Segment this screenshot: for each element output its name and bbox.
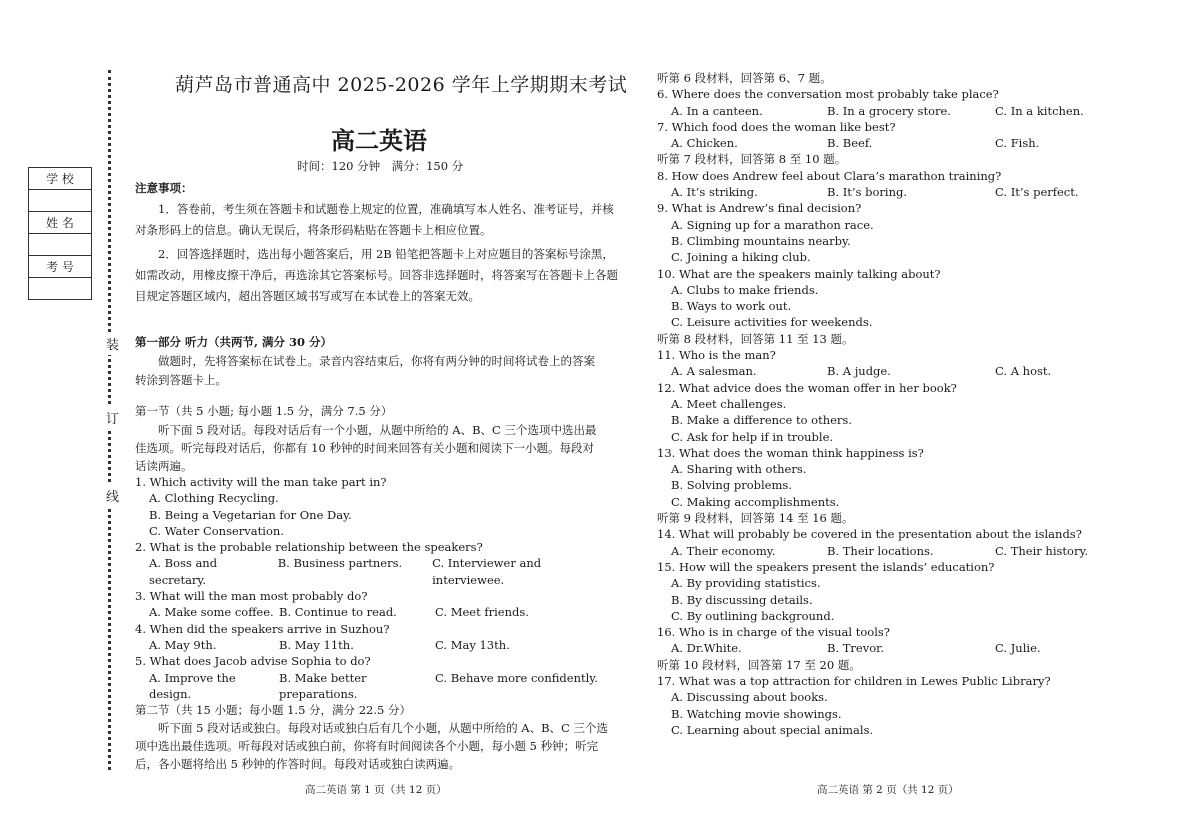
material-7-heading: 听第 7 段材料，回答第 8 至 10 题。: [657, 152, 847, 167]
q13-option-c: C. Making accomplishments.: [671, 494, 840, 509]
q3-options: [135, 604, 615, 620]
q8-option-c: C. It’s perfect.: [995, 185, 1079, 200]
q13-option-b: B. Solving problems.: [671, 478, 792, 493]
q3-option-a: A. Make some coffee.: [149, 605, 274, 620]
question-6: 6. Where does the conversation most probably take place?: [657, 87, 999, 102]
q8-option-b: B. It’s boring.: [827, 185, 908, 200]
q9-option-a: A. Signing up for a marathon race.: [671, 217, 874, 232]
q14-option-a: A. Their economy.: [671, 543, 776, 558]
question-15: 15. How will the speakers present the islands’ education?: [657, 559, 995, 574]
material-9-heading: 听第 9 段材料，回答第 14 至 16 题。: [657, 511, 854, 526]
material-6-heading: 听第 6 段材料，回答第 6、7 题。: [657, 71, 832, 85]
binding-char-zhuang: 装: [106, 332, 119, 355]
exam-number-label: 考 号: [29, 256, 92, 278]
material-10-heading: 听第 10 段材料，回答第 17 至 20 题。: [657, 657, 861, 672]
part1-title: 第一部分 听力（共两节, 满分 30 分）: [135, 335, 333, 349]
question-10: 10. What are the speakers mainly talking about?: [657, 266, 941, 281]
q13-option-a: A. Sharing with others.: [671, 462, 807, 477]
material-8-heading: 听第 8 段材料，回答第 11 至 13 题。: [657, 331, 854, 346]
q14-options: [657, 543, 1157, 559]
question-1: 1. Which activity will the man take part in?: [135, 475, 387, 489]
question-16: 16. Who is in charge of the visual tools?: [657, 625, 890, 640]
q17-option-a: A. Discussing about books.: [671, 690, 828, 705]
name-field[interactable]: [29, 234, 92, 256]
section2-title: 第二节（共 15 小题；每小题 1.5 分，满分 22.5 分）: [135, 703, 411, 718]
q8-options: [657, 184, 1157, 200]
section1-block: [135, 403, 605, 475]
section2-desc: 听下面 5 段对话或独白。每段对话或独白后有几个小题，从题中所给的 A、B、C 三个选项中选出最佳选项。听每段对话或独白前，你将有时间阅读各个小题，每小题 5 秒钟；听完后，各小题将给出 5 秒钟的作答时间。每段对话或独白读两遍。: [135, 721, 608, 772]
q11-option-b: B. A judge.: [827, 364, 891, 379]
q4-option-c: C. May 13th.: [435, 637, 510, 652]
q16-options: [657, 640, 1157, 656]
question-17: 17. What was a top attraction for children in Lewes Public Library?: [657, 673, 1051, 688]
q9-option-c: C. Joining a hiking club.: [671, 250, 811, 265]
notes-block: [135, 180, 620, 307]
question-13: 13. What does the woman think happiness is?: [657, 445, 924, 460]
part1-block: [135, 334, 605, 390]
q7-option-a: A. Chicken.: [671, 136, 738, 151]
binding-char-xian: 线: [106, 484, 119, 507]
page2-footer: 高二英语 第 2 页（共 12 页）: [817, 784, 959, 796]
name-label: 姓 名: [29, 212, 92, 234]
q15-option-b: B. By discussing details.: [671, 592, 813, 607]
school-label: 学 校: [29, 168, 92, 190]
q15-option-a: A. By providing statistics.: [671, 576, 821, 591]
question-5: 5. What does Jacob advise Sophia to do?: [135, 654, 371, 669]
section1-questions: [135, 474, 615, 773]
q17-option-b: B. Watching movie showings.: [671, 706, 842, 721]
q9-option-b: B. Climbing mountains nearby.: [671, 233, 851, 248]
notes-title: 注意事项：: [135, 181, 193, 195]
q5-option-c: C. Behave more confidently.: [435, 670, 598, 685]
q12-option-c: C. Ask for help if in trouble.: [671, 429, 834, 444]
school-field[interactable]: [29, 190, 92, 212]
q16-option-c: C. Julie.: [995, 641, 1041, 656]
part1-desc: 做题时，先将答案标在试卷上。录音内容结束后，你将有两分钟的时间将试卷上的答案转涂到答题卡上。: [135, 354, 595, 388]
q4-option-a: A. May 9th.: [149, 637, 217, 652]
page1-footer: 高二英语 第 1 页（共 12 页）: [305, 784, 447, 796]
q1-option-a: A. Clothing Recycling.: [149, 491, 279, 506]
question-7: 7. Which food does the woman like best?: [657, 119, 896, 134]
q12-option-a: A. Meet challenges.: [671, 396, 787, 411]
q5-option-b: B. Make better preparations.: [279, 670, 367, 701]
q11-options: [657, 363, 1157, 379]
q2-options: [135, 555, 615, 588]
q15-option-c: C. By outlining background.: [671, 608, 835, 623]
q4-option-b: B. May 11th.: [279, 637, 354, 652]
q11-option-a: A. A salesman.: [671, 364, 757, 379]
student-info-table: [28, 167, 92, 300]
question-14: 14. What will probably be covered in the presentation about the islands?: [657, 527, 1082, 542]
question-9: 9. What is Andrew’s final decision?: [657, 201, 862, 216]
q6-option-b: B. In a grocery store.: [827, 103, 951, 118]
q2-option-b: B. Business partners.: [277, 556, 403, 571]
question-11: 11. Who is the man?: [657, 348, 776, 363]
exam-subject: 高二英语: [331, 126, 427, 155]
exam-title: 葫芦岛市普通高中 2025-2026 学年上学期期末考试: [175, 74, 628, 96]
q10-option-a: A. Clubs to make friends.: [671, 282, 819, 297]
q6-options: [657, 103, 1157, 119]
q12-option-b: B. Make a difference to others.: [671, 413, 852, 428]
question-12: 12. What advice does the woman offer in her book?: [657, 380, 957, 395]
q3-option-b: B. Continue to read.: [279, 605, 397, 620]
question-8: 8. How does Andrew feel about Clara’s marathon training?: [657, 168, 1002, 183]
q17-option-c: C. Learning about special animals.: [671, 722, 874, 737]
question-2: 2. What is the probable relationship between the speakers?: [135, 540, 483, 555]
time-info: 时间：120 分钟 满分：150 分: [297, 159, 464, 173]
q10-option-b: B. Ways to work out.: [671, 299, 792, 314]
q11-option-c: C. A host.: [995, 364, 1052, 379]
q7-option-b: B. Beef.: [827, 136, 873, 151]
q14-option-b: B. Their locations.: [827, 543, 934, 558]
q7-option-c: C. Fish.: [995, 136, 1040, 151]
question-4: 4. When did the speakers arrive in Suzhou?: [135, 621, 390, 636]
note-1: 1．答卷前，考生须在答题卡和试题卷上规定的位置，准确填写本人姓名、准考证号，并核对条形码上的信息。确认无误后，将条形码粘贴在答题卡上相应位置。: [135, 202, 614, 238]
q16-option-a: A. Dr.White.: [671, 641, 742, 656]
q2-option-a: A. Boss and secretary.: [149, 556, 218, 587]
question-3: 3. What will the man most probably do?: [135, 589, 368, 604]
q1-option-b: B. Being a Vegetarian for One Day.: [149, 507, 352, 522]
section1-title: 第一节（共 5 小题; 每小题 1.5 分，满分 7.5 分）: [135, 404, 393, 418]
binding-char-ding: 订: [106, 406, 119, 429]
q3-option-c: C. Meet friends.: [435, 605, 529, 620]
q1-option-c: C. Water Conservation.: [149, 523, 284, 538]
section1-desc: 听下面 5 段对话。每段对话后有一个小题，从题中所给的 A、B、C 三个选项中选出最佳选项。听完每段对话后，你都有 10 秒钟的时间来回答有关小题和阅读下一小题。每段对话读两遍。: [135, 423, 597, 474]
page2-questions: [657, 70, 1157, 738]
q5-options: [135, 670, 615, 703]
q7-options: [657, 135, 1157, 151]
q2-option-c: C. Interviewer and interviewee.: [432, 556, 542, 587]
q10-option-c: C. Leisure activities for weekends.: [671, 315, 873, 330]
q6-option-c: C. In a kitchen.: [995, 103, 1084, 118]
exam-number-field[interactable]: [29, 278, 92, 300]
q8-option-a: A. It’s striking.: [671, 185, 758, 200]
q5-option-a: A. Improve the design.: [149, 670, 236, 701]
q14-option-c: C. Their history.: [995, 543, 1089, 558]
note-2: 2．回答选择题时，选出每小题答案后，用 2B 铅笔把答题卡上对应题目的答案标号涂黑，如需改动，用橡皮擦干净后，再选涂其它答案标号。回答非选择题时，将答案写在答题卡上各题目规定答题区域内，超出答题区域书写或写在本试卷上的答案无效。: [135, 247, 618, 304]
q4-options: [135, 637, 615, 653]
q6-option-a: A. In a canteen.: [671, 103, 763, 118]
q16-option-b: B. Trevor.: [827, 641, 885, 656]
